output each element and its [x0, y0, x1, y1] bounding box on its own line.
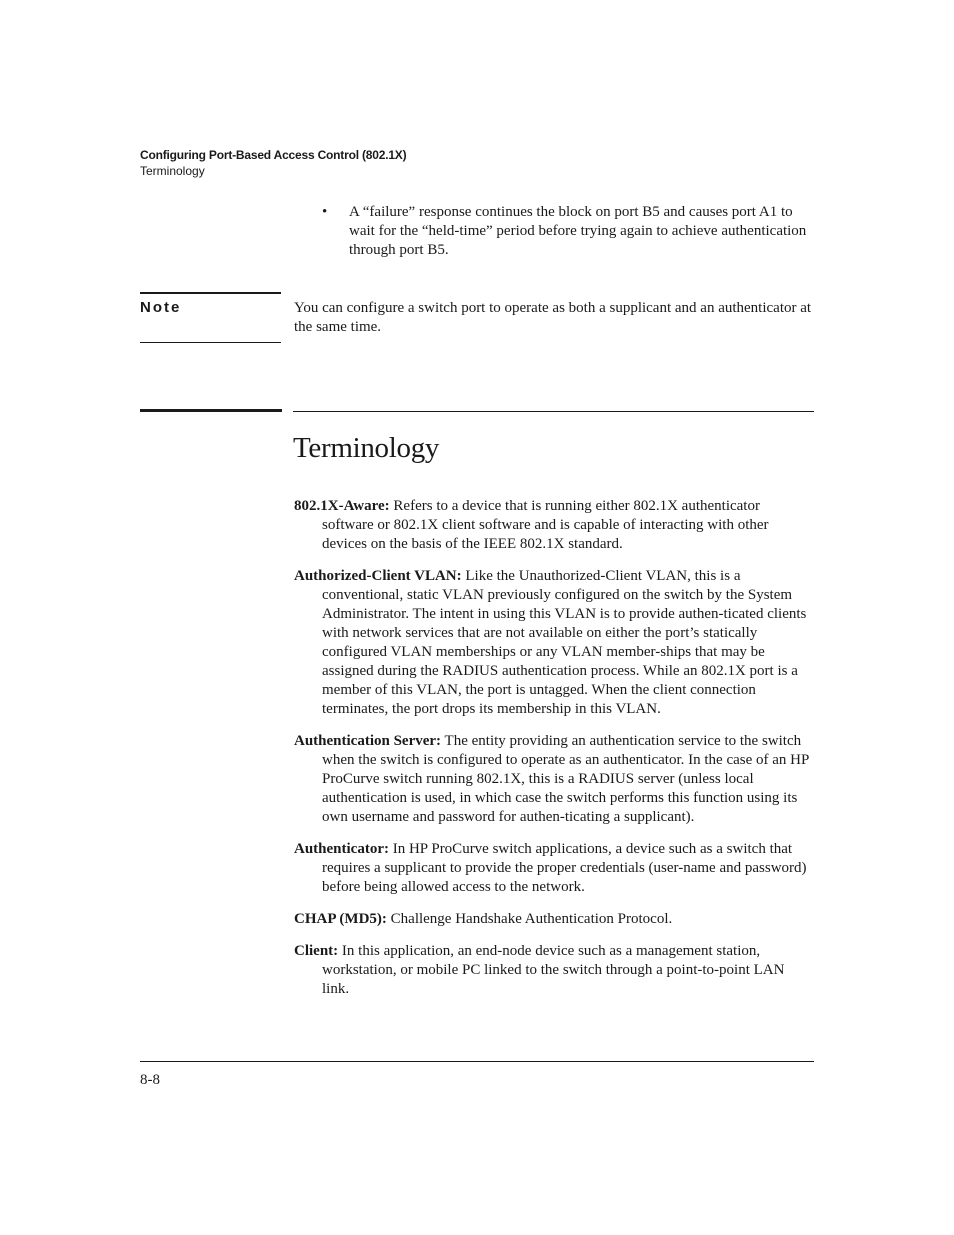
- definition-term: Client:: [294, 943, 339, 959]
- definition-text: In HP ProCurve switch applications, a device such as a switch that requires a supplicant to provide the proper credentials (user-name and password) before being allowed access to the network.: [322, 841, 807, 895]
- definition-term: Authenticator:: [294, 841, 389, 857]
- definition-item: [294, 942, 815, 999]
- definition-item: [294, 497, 815, 554]
- section-rule-thick: [140, 409, 282, 412]
- running-header-section: Terminology: [140, 164, 205, 178]
- definition-text: Like the Unauthorized-Client VLAN, this is a conventional, static VLAN previously configured on the switch by the System Administrator. The intent in using this VLAN is to provide authen-ticated clients with network services that are not available on either the port’s statically configured VLAN memberships or any VLAN member-ships that may be assigned during the RADIUS authentication process. While an 802.1X port is a member of this VLAN, the port is untagged. When the client connection terminates, the port drops its membership in this VLAN.: [322, 568, 807, 717]
- definition-item: [294, 732, 815, 827]
- note-text: You can configure a switch port to operate as both a supplicant and an authenticator at the same time.: [294, 300, 812, 335]
- running-header-title: Configuring Port-Based Access Control (802.1X): [140, 148, 407, 162]
- note-label: Note: [140, 299, 182, 316]
- note-bottom-rule: [140, 342, 281, 343]
- definition-term: 802.1X-Aware:: [294, 498, 390, 514]
- definition-item: [294, 567, 815, 719]
- definition-list: [294, 497, 815, 1012]
- definition-text: Refers to a device that is running either 802.1X authenticator software or 802.1X client software and is capable of interacting with other devices on the basis of the IEEE 802.1X standard.: [322, 498, 769, 552]
- definition-text: The entity providing an authentication service to the switch when the switch is configured to operate as an authenticator. In the case of an HP ProCurve switch running 802.1X, this is a RADIUS server (unless local authentication is used, in which case the switch performs this function using its own username and password for authen-ticating a supplicant).: [322, 733, 809, 825]
- definition-item: [294, 910, 815, 929]
- definition-text: Challenge Handshake Authentication Protocol.: [390, 911, 673, 927]
- definition-term: Authentication Server:: [294, 733, 442, 749]
- section-heading: Terminology: [293, 432, 440, 464]
- footer-rule: [140, 1061, 814, 1062]
- bullet-item-text: A “failure” response continues the block on port B5 and causes port A1 to wait for the “held-time” period before trying again to achieve authentication through port B5.: [349, 204, 807, 258]
- page-number: 8-8: [140, 1072, 160, 1088]
- definition-term: CHAP (MD5):: [294, 911, 387, 927]
- note-top-rule: [140, 292, 281, 294]
- definition-item: [294, 840, 815, 897]
- definition-text: In this application, an end-node device such as a management station, workstation, or mobile PC linked to the switch through a point-to-point LAN link.: [322, 943, 785, 997]
- definition-term: Authorized-Client VLAN:: [294, 568, 462, 584]
- section-rule-thin: [293, 411, 814, 412]
- bullet-marker: •: [322, 204, 328, 220]
